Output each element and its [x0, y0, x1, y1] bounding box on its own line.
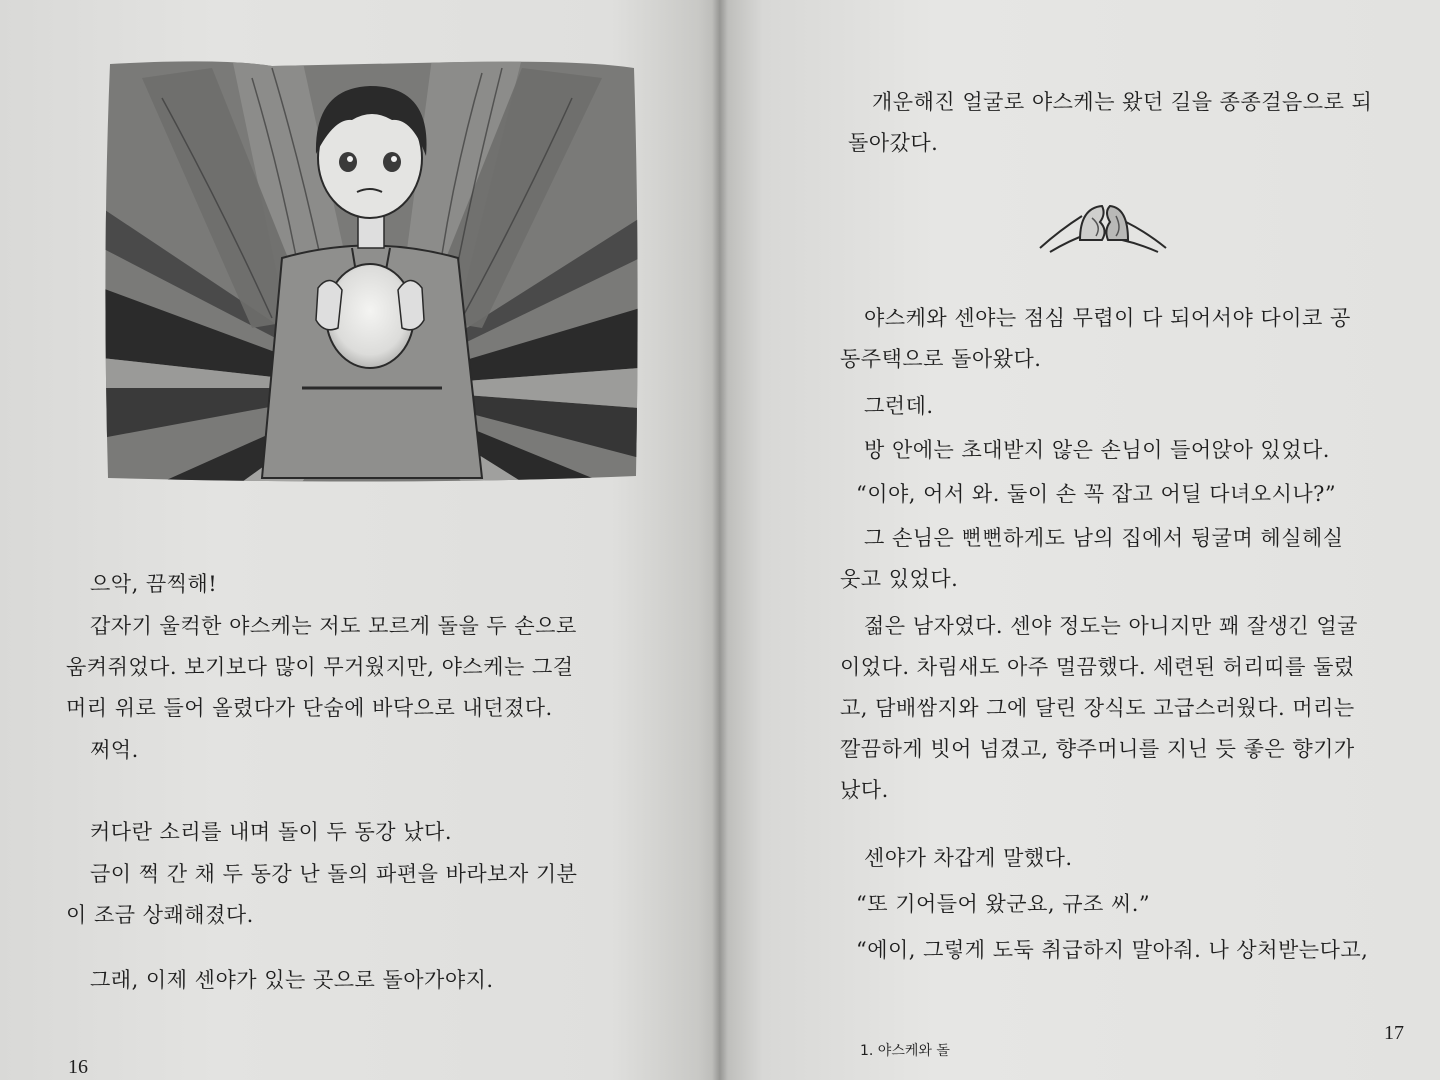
paragraph-line: 젊은 남자였다. 센야 정도는 아니지만 꽤 잘생긴 얼굴 [864, 614, 1358, 638]
paragraph-line: 돌아갔다. [848, 131, 939, 155]
paragraph-line: 금이 쩍 간 채 두 동강 난 돌의 파편을 바라보자 기분 [90, 862, 578, 886]
paragraph-line: “또 기어들어 왔군요, 규조 씨.” [856, 892, 1151, 916]
paragraph [840, 518, 1344, 600]
paragraph-line: 야스케와 센야는 점심 무렵이 다 되어서야 다이코 공 [864, 306, 1351, 330]
illustration-image [102, 58, 640, 482]
paragraph-line: 머리 위로 들어 올렸다가 단숨에 바닥으로 내던졌다. [66, 696, 553, 720]
paragraph-line: 갑자기 울컥한 야스케는 저도 모르게 돌을 두 손으로 [90, 614, 577, 638]
paragraph [90, 960, 494, 1001]
paragraph-line: 개운해진 얼굴로 야스케는 왔던 길을 종종걸음으로 되 [872, 90, 1373, 114]
paragraph-line: 방 안에는 초대받지 않은 손님이 들어앉아 있었다. [864, 438, 1330, 462]
paragraph [66, 854, 578, 936]
paragraph [840, 298, 1351, 380]
paragraph-line: 그 손님은 뻔뻔하게도 남의 집에서 뒹굴며 헤실헤실 [864, 526, 1344, 550]
paragraph-line: 이 조금 상쾌해졌다. [66, 903, 254, 927]
paragraph-line: 웃고 있었다. [840, 567, 959, 591]
paragraph-line: 났다. [840, 778, 889, 802]
paragraph-line: “에이, 그렇게 도둑 취급하지 말아줘. 나 상처받는다고, [856, 938, 1369, 962]
paragraph [864, 838, 1073, 879]
right-page [720, 0, 1440, 1080]
paragraph [90, 812, 452, 853]
paragraph-line: 으악, 끔찍해! [90, 572, 218, 596]
paragraph-line: 고, 담배쌈지와 그에 달린 장식도 고급스러웠다. 머리는 [840, 696, 1355, 720]
book-gutter [712, 0, 728, 1080]
page-number-left: 16 [68, 1056, 88, 1078]
running-head: 1. 야스케와 돌 [860, 1043, 950, 1059]
paragraph-line: “이야, 어서 와. 둘이 손 꼭 잡고 어딜 다녀오시나?” [856, 482, 1337, 506]
paragraph-line: 이었다. 차림새도 아주 멀끔했다. 세련된 허리띠를 둘렀 [840, 655, 1355, 679]
paragraph-line: 커다란 소리를 내며 돌이 두 동강 났다. [90, 820, 453, 844]
paragraph [66, 606, 577, 729]
paragraph-line: 동주택으로 돌아왔다. [840, 347, 1042, 371]
paragraph [864, 430, 1330, 471]
paragraph [90, 730, 139, 771]
paragraph-line: 센야가 차갑게 말했다. [864, 846, 1073, 870]
paragraph [90, 564, 217, 605]
paragraph-line: 움켜쥐었다. 보기보다 많이 무거웠지만, 야스케는 그걸 [66, 655, 574, 679]
paragraph-line: 쩌억. [90, 738, 139, 762]
page-number-right: 17 [1384, 1022, 1404, 1044]
paragraph-line: 그래, 이제 센야가 있는 곳으로 돌아가야지. [90, 968, 494, 992]
paragraph-line: 깔끔하게 빗어 넘겼고, 향주머니를 지닌 듯 좋은 향기가 [840, 737, 1355, 761]
paragraph-line: 그런데. [864, 394, 934, 418]
paragraph [856, 930, 1368, 971]
paragraph [856, 884, 1150, 925]
cracked-stone-ornament-icon [1030, 200, 1176, 260]
paragraph [864, 386, 934, 427]
paragraph [848, 82, 1373, 164]
paragraph [840, 606, 1358, 811]
paragraph [856, 474, 1336, 515]
